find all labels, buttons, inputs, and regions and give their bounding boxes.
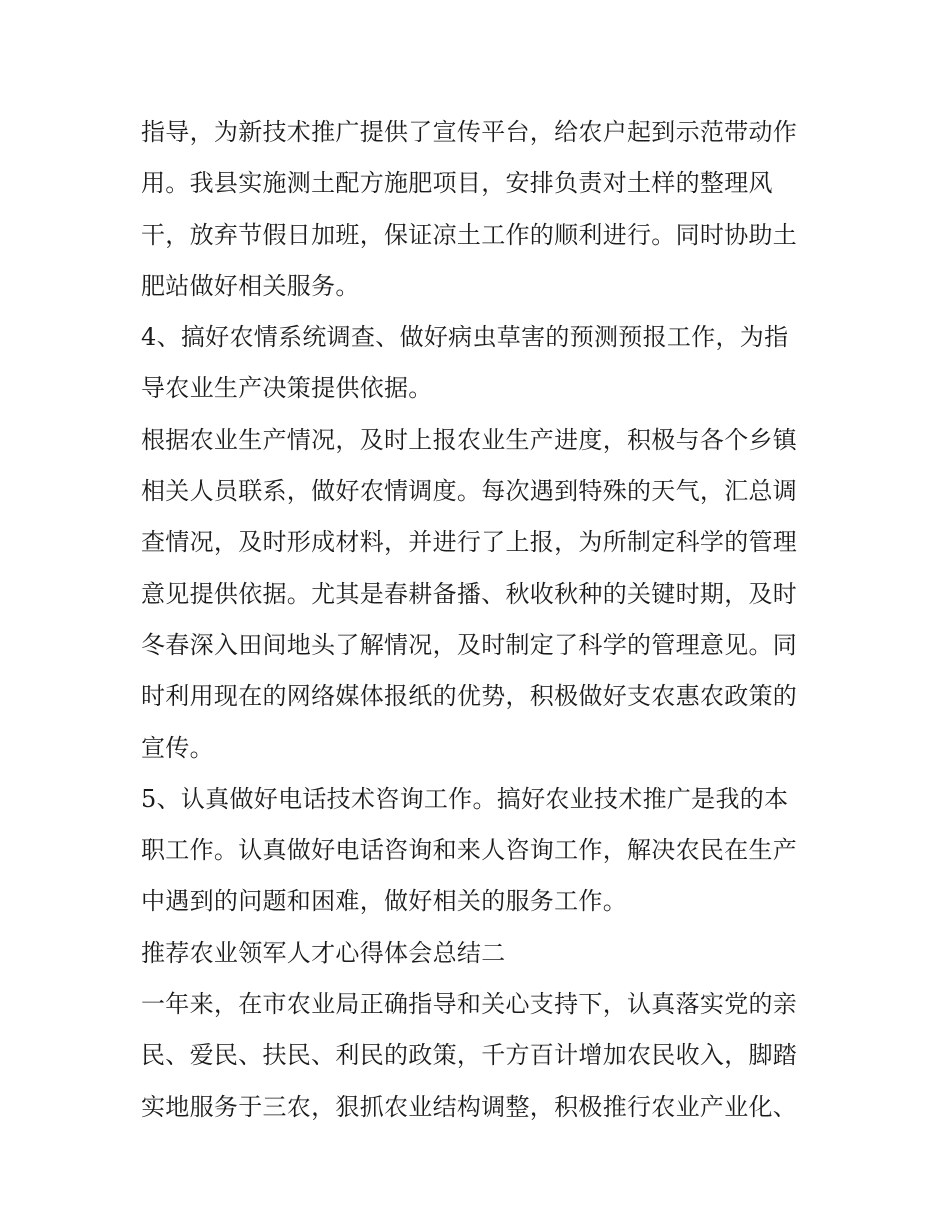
text-line: 用。我县实施测土配方施肥项目，安排负责对土样的整理风: [141, 169, 773, 198]
text-line: 职工作。认真做好电话咨询和来人咨询工作，解决农民在生产: [141, 836, 798, 865]
text-line: 意见提供依据。尤其是春耕备播、秋收秋种的关键时期，及时: [141, 579, 798, 608]
text-line: 指导，为新技术推广提供了宣传平台，给农户起到示范带动作: [141, 118, 798, 146]
body-text: [141, 107, 821, 1133]
section-heading-5: 5、认真做好电话技术咨询工作。搞好农业技术推广是我的本: [141, 784, 789, 813]
text-line: 查情况，及时形成材料，并进行了上报，为所制定科学的管理: [141, 528, 798, 557]
section-heading-4: 4、搞好农情系统调查、做好病虫草害的预测预报工作，为指: [141, 323, 789, 352]
text-line: 肥站做好相关服务。: [141, 271, 360, 300]
text-line: 根据农业生产情况，及时上报农业生产进度，积极与各个乡镇: [141, 425, 798, 454]
text-line: 中遇到的问题和困难，做好相关的服务工作。: [141, 887, 627, 916]
article-title: 推荐农业领军人才心得体会总结二: [141, 938, 506, 967]
text-line: 导农业生产决策提供依据。: [141, 374, 433, 403]
text-line: 实地服务于三农，狠抓农业结构调整，积极推行农业产业化、: [141, 1092, 798, 1121]
text-line: 时利用现在的网络媒体报纸的优势，积极做好支农惠农政策的: [141, 682, 798, 711]
text-line: 宣传。: [141, 733, 214, 762]
text-line: 冬春深入田间地头了解情况，及时制定了科学的管理意见。同: [141, 630, 798, 659]
text-line: 相关人员联系，做好农情调度。每次遇到特殊的天气，汇总调: [141, 477, 798, 506]
text-line: 民、爱民、扶民、利民的政策，千方百计增加农民收入，脚踏: [141, 1041, 798, 1070]
text-line: 干，放弃节假日加班，保证凉土工作的顺利进行。同时协助土: [141, 220, 798, 249]
text-line: 一年来，在市农业局正确指导和关心支持下，认真落实党的亲: [141, 990, 798, 1019]
